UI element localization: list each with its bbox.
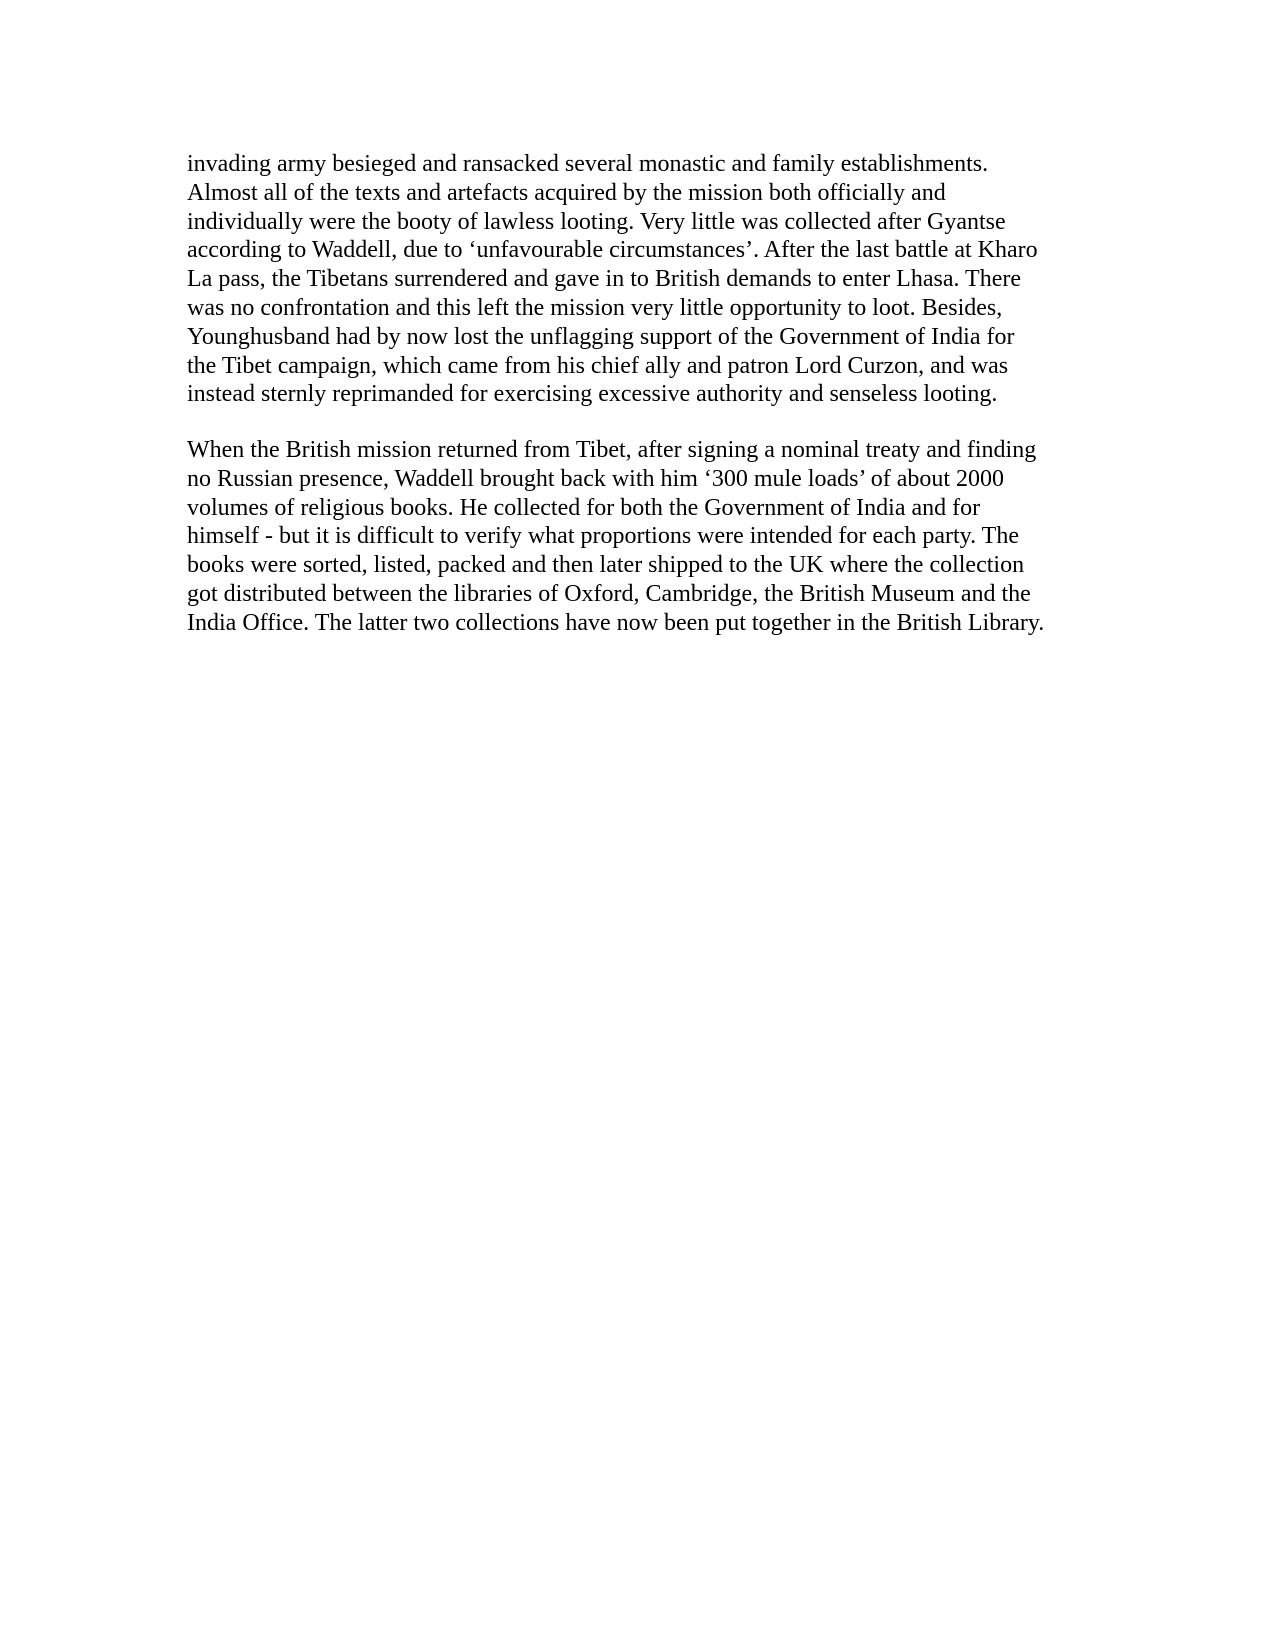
paragraph-line: got distributed between the libraries of Oxford, Cambridge, the British Museum and the (187, 580, 1031, 607)
paragraph-2 (187, 436, 1087, 638)
paragraph-1 (187, 150, 1087, 409)
paragraph-line: himself - but it is difficult to verify what proportions were intended for each party. The (187, 523, 1019, 550)
paragraph-line: no Russian presence, Waddell brought back with him ‘300 mule loads’ of about 2000 (187, 465, 1005, 492)
paragraph-line: individually were the booty of lawless looting. Very little was collected after Gyantse (187, 208, 1006, 235)
paragraph-line: La pass, the Tibetans surrendered and gave in to British demands to enter Lhasa. There (187, 266, 1022, 293)
paragraph-line: Younghusband had by now lost the unflagging support of the Government of India for (187, 323, 1015, 350)
paragraph-line: invading army besieged and ransacked several monastic and family establishments. (187, 151, 989, 177)
paragraph-line: according to Waddell, due to ‘unfavourable circumstances’. After the last battle at Kharo (187, 237, 1038, 264)
paragraph-line: volumes of religious books. He collected for both the Government of India and for (187, 494, 981, 521)
paragraph-line: When the British mission returned from Tibet, after signing a nominal treaty and finding (187, 437, 1037, 463)
paragraph-line: the Tibet campaign, which came from his chief ally and patron Lord Curzon, and was (187, 352, 1009, 379)
paragraph-line: was no confrontation and this left the mission very little opportunity to loot. Besides, (187, 294, 1003, 321)
paragraph-line: books were sorted, listed, packed and then later shipped to the UK where the collection (187, 552, 1025, 579)
paragraph-line: instead sternly reprimanded for exercising excessive authority and senseless looting. (187, 381, 998, 408)
paragraph-line: Almost all of the texts and artefacts acquired by the mission both officially and (187, 179, 946, 206)
paragraph-line: India Office. The latter two collections have now been put together in the British Library. (187, 609, 1045, 636)
